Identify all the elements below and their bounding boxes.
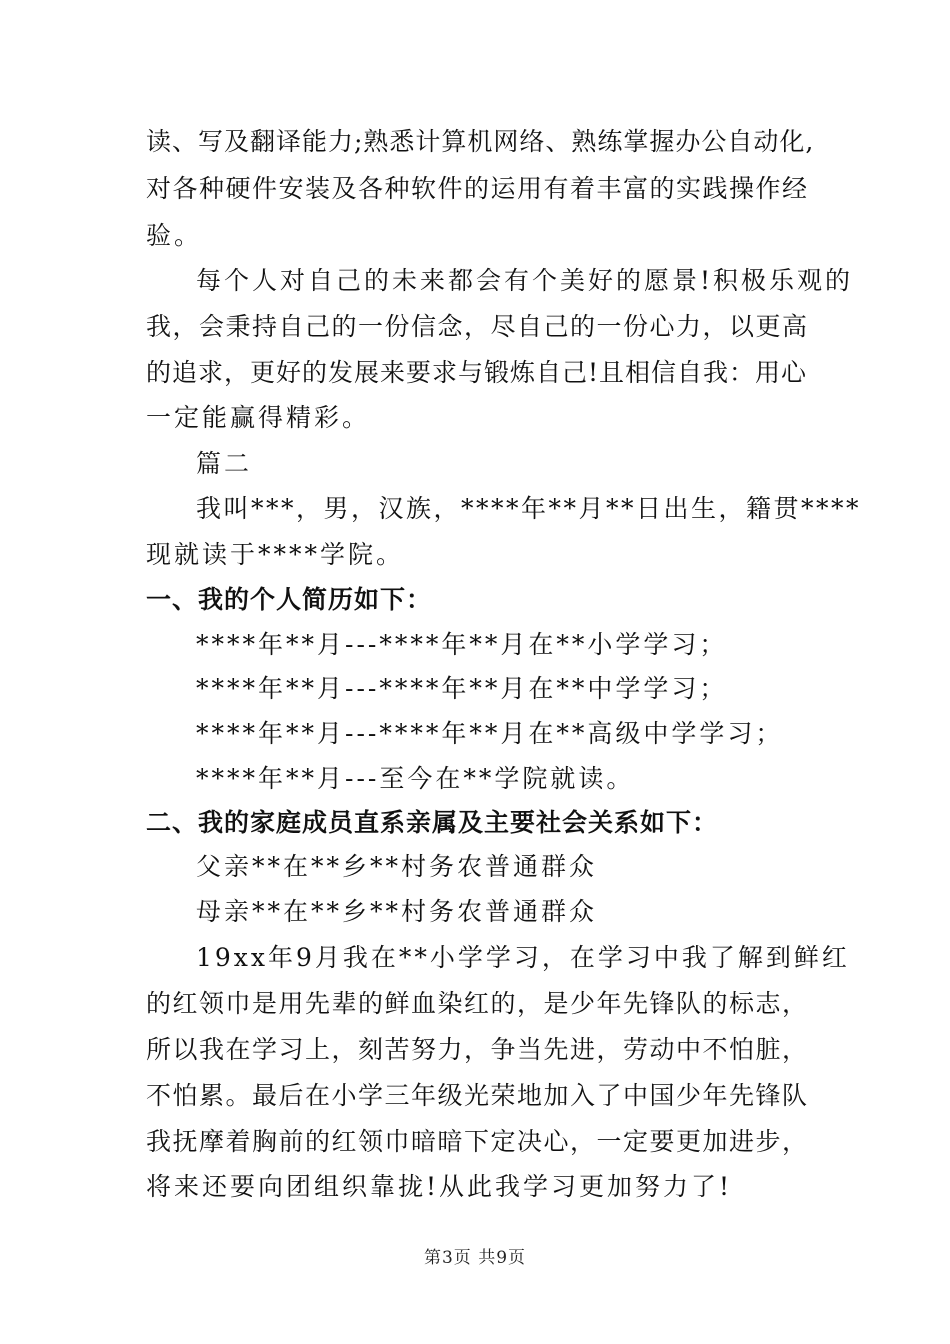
- text-line: 现就读于****学院。: [146, 540, 405, 569]
- family-item: 父亲**在**乡**村务农普通群众: [196, 852, 598, 881]
- text-line: 19xx年9月我在**小学学习，在学习中我了解到鲜红: [196, 943, 850, 972]
- page-number: 第3页 共9页: [423, 1248, 527, 1268]
- resume-item: ****年**月---****年**月在**高级中学学习；: [196, 719, 784, 748]
- text-line: 的红领巾是用先辈的鲜血染红的，是少年先锋队的标志，: [146, 989, 809, 1018]
- text-line: 一定能赢得精彩。: [146, 403, 371, 432]
- resume-item: ****年**月---****年**月在**小学学习；: [196, 630, 728, 659]
- text-line: 我叫***，男，汉族，****年**月**日出生，籍贯****: [196, 494, 862, 523]
- section-label: 篇二: [196, 449, 253, 478]
- text-line: 验。: [146, 221, 203, 250]
- text-line: 所以我在学习上，刻苦努力，争当先进，劳动中不怕脏，: [146, 1035, 809, 1064]
- text-line: 我，会秉持自己的一份信念，尽自己的一份心力，以更高: [146, 312, 809, 341]
- text-line: 每个人对自己的未来都会有个美好的愿景!积极乐观的: [196, 266, 854, 295]
- resume-item: ****年**月---****年**月在**中学学习；: [196, 674, 728, 703]
- text-line: 读、写及翻译能力;熟悉计算机网络、熟练掌握办公自动化,: [146, 127, 815, 156]
- text-line: 我抚摩着胸前的红领巾暗暗下定决心，一定要更加进步，: [146, 1127, 809, 1156]
- text-line: 对各种硬件安装及各种软件的运用有着丰富的实践操作经: [146, 174, 809, 203]
- text-line: 的追求，更好的发展来要求与锻炼自己!且相信自我：用心: [146, 358, 808, 387]
- resume-item: ****年**月---至今在**学院就读。: [196, 764, 635, 793]
- section-heading: 二、我的家庭成员直系亲属及主要社会关系如下：: [146, 808, 719, 837]
- text-line: 将来还要向团组织靠拢!从此我学习更加努力了!: [146, 1172, 733, 1201]
- text-line: 不怕累。最后在小学三年级光荣地加入了中国少年先锋队: [146, 1081, 809, 1110]
- family-item: 母亲**在**乡**村务农普通群众: [196, 897, 598, 926]
- section-heading: 一、我的个人简历如下：: [146, 585, 433, 614]
